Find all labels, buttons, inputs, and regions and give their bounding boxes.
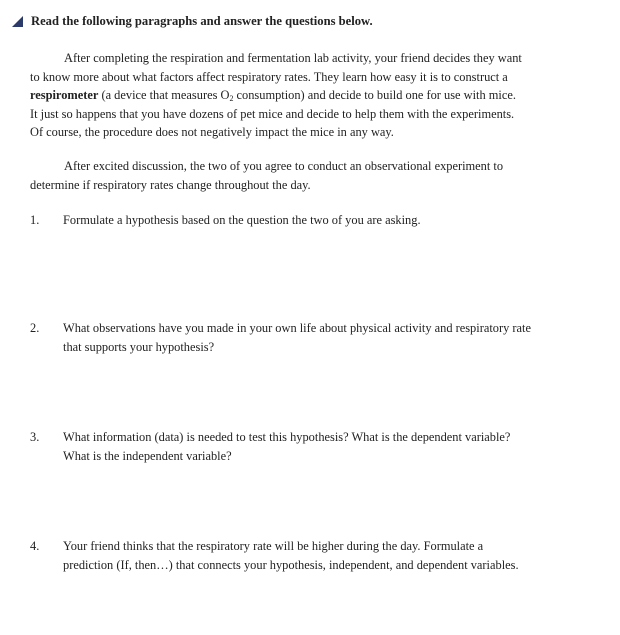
- question-number: 4.: [30, 539, 40, 553]
- paragraph-line: It just so happens that you have dozens of pet mice and decide to help them with the experiments.: [30, 106, 515, 121]
- paragraph-line: Of course, the procedure does not negatively impact the mice in any way.: [30, 125, 394, 139]
- intro-paragraph: [30, 49, 590, 142]
- question-text: What information (data) is needed to test this hypothesis? What is the dependent variable? What is the independent variable?: [63, 430, 511, 463]
- question-text: Your friend thinks that the respiratory rate will be higher during the day. Formulate a prediction (If, then…) that connects your hypothesis, independent, and dependent variables.: [63, 539, 519, 572]
- respirometer-term: respirometer: [30, 88, 99, 102]
- question-number: 3.: [30, 430, 40, 444]
- paragraph-line: After excited discussion, the two of you agree to conduct an observational experiment to: [64, 159, 504, 173]
- collapse-triangle-icon[interactable]: [12, 16, 23, 27]
- section-heading: [12, 12, 612, 30]
- question-number: 1.: [30, 213, 40, 227]
- question-number: 2.: [30, 321, 40, 335]
- heading-text: Read the following paragraphs and answer the questions below.: [31, 14, 373, 28]
- paragraph-line: After completing the respiration and fermentation lab activity, your friend decides they want: [64, 51, 522, 65]
- discussion-paragraph: [30, 157, 590, 194]
- question-text: Formulate a hypothesis based on the question the two of you are asking.: [63, 213, 421, 227]
- paragraph-line: respirometer (a device that measures $O_2$ consumption) and decide to build one for use with mice.: [30, 88, 516, 103]
- paragraph-line: to know more about what factors affect respiratory rates. They learn how easy it is to construct a: [30, 69, 508, 84]
- question-text: What observations have you made in your own life about physical activity and respiratory rate that supports your hypothesis?: [63, 321, 531, 354]
- paragraph-line: determine if respiratory rates change throughout the day.: [30, 177, 311, 192]
